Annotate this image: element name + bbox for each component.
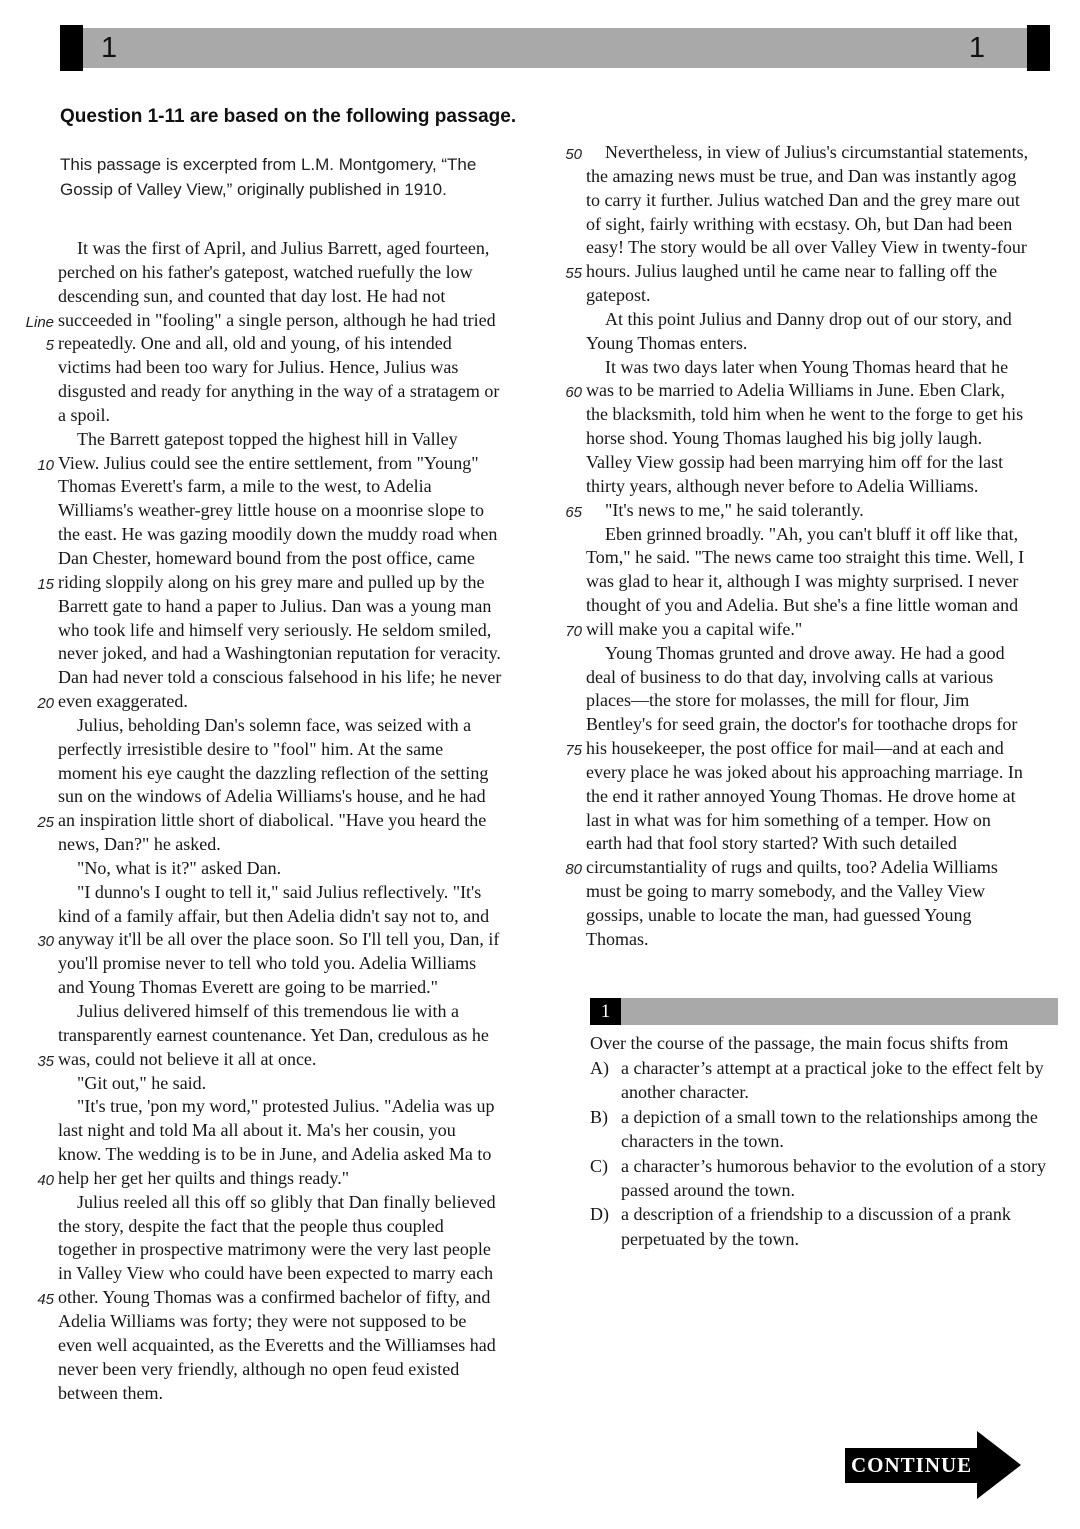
line-number: 70 <box>565 622 582 640</box>
passage-line <box>24 1119 560 1143</box>
line-number <box>24 1384 58 1408</box>
passage-line <box>24 1382 560 1406</box>
passage-line-text: kind of a family affair, but then Adelia didn't say not to, and <box>58 905 490 926</box>
line-number <box>24 430 58 454</box>
passage-line <box>556 379 1066 403</box>
section-header-bar <box>60 25 1050 71</box>
passage-line <box>24 1167 560 1191</box>
line-number <box>24 1097 58 1121</box>
passage-line-text: was, could not believe it all at once. <box>58 1048 317 1069</box>
passage-line-text: Adelia Williams was forty; they were not supposed to be <box>58 1310 467 1331</box>
passage-line <box>556 928 1066 952</box>
passage-text-right <box>556 141 1066 952</box>
passage-line-text: together in prospective matrimony were the very last people <box>58 1239 491 1260</box>
passage-line <box>556 332 1066 356</box>
passage-line <box>556 570 1066 594</box>
passage-line <box>24 619 560 643</box>
passage-line-text: and Young Thomas Everett are going to be married." <box>58 977 438 998</box>
line-number <box>556 405 586 429</box>
passage-directions-heading: Question 1-11 are based on the following passage. <box>60 106 517 127</box>
line-number <box>24 1026 58 1050</box>
passage-line <box>24 1095 560 1119</box>
passage-line <box>556 904 1066 928</box>
passage-text-left <box>24 237 560 1405</box>
passage-line-text: "I dunno's I ought to tell it," said Julius reflectively. "It's <box>77 881 482 902</box>
line-number <box>24 1240 58 1264</box>
question-number-header <box>590 998 1058 1025</box>
passage-line <box>24 356 560 380</box>
passage-line-text: It was the first of April, and Julius Barrett, aged fourteen, <box>77 238 490 258</box>
passage-line-text: his housekeeper, the post office for mail—and at each and <box>586 738 1004 759</box>
passage-line-text: Tom," he said. "The news came too straight this time. Well, I <box>586 547 1025 568</box>
line-number <box>24 525 58 549</box>
header-right-black-block <box>1027 25 1050 71</box>
passage-line-text: "It's true, 'pon my word," protested Julius. "Adelia was up <box>77 1096 495 1117</box>
header-left-black-block <box>60 25 83 71</box>
passage-line <box>24 762 560 786</box>
choice-text: a depiction of a small town to the relationships among the characters in the town. <box>621 1106 1038 1152</box>
question-header-gray-bar <box>621 998 1058 1025</box>
line-number <box>556 191 586 215</box>
passage-line <box>24 881 560 905</box>
passage-line <box>24 952 560 976</box>
passage-line-text: hours. Julius laughed until he came near to falling off the <box>586 261 998 282</box>
passage-line <box>556 165 1066 189</box>
passage-line <box>24 452 560 476</box>
line-number <box>24 644 58 668</box>
line-number <box>24 859 58 883</box>
passage-line <box>556 546 1066 570</box>
passage-line-text: Williams's weather-grey little house on a moonrise slope to <box>58 500 485 521</box>
passage-line-text: Barrett gate to hand a paper to Julius. Dan was a young man <box>58 595 492 616</box>
line-number: 35 <box>37 1052 54 1070</box>
passage-line <box>24 523 560 547</box>
passage-line-text: other. Young Thomas was a confirmed bachelor of fifty, and <box>58 1287 491 1308</box>
passage-line <box>24 738 560 762</box>
passage-line-text: the amazing news must be true, and Dan was instantly agog <box>586 165 1017 186</box>
line-number <box>556 286 586 310</box>
passage-line <box>556 785 1066 809</box>
line-number <box>24 1336 58 1360</box>
passage-line <box>24 595 560 619</box>
line-number <box>24 1264 58 1288</box>
passage-line <box>556 594 1066 618</box>
line-number: 45 <box>37 1291 54 1309</box>
passage-line-text: the story, despite the fact that the people thus coupled <box>58 1215 444 1236</box>
passage-attribution: This passage is excerpted from L.M. Montgomery, “The Gossip of Valley View,” originally published in 1910. <box>60 155 477 199</box>
line-number <box>556 596 586 620</box>
line-number <box>24 907 58 931</box>
passage-line-text: the end it rather annoyed Young Thomas. He drove home at <box>586 785 1016 806</box>
passage-line-text: even well acquainted, as the Everetts and the Williamses had <box>58 1334 496 1355</box>
passage-line <box>24 309 560 333</box>
line-number: 50 <box>565 146 582 163</box>
passage-line <box>24 690 560 714</box>
passage-line-text: Eben grinned broadly. "Ah, you can't bluff it off like that, <box>605 523 1019 544</box>
passage-line-text: perched on his father's gatepost, watched ruefully the low <box>58 261 473 282</box>
line-number <box>556 811 586 835</box>
line-number <box>24 740 58 764</box>
section-number-right: 1 <box>968 31 985 64</box>
line-number: 30 <box>37 933 54 951</box>
passage-line-text: Bentley's for seed grain, the doctor's for toothache drops for <box>586 714 1018 735</box>
line-number <box>556 715 586 739</box>
passage-line-text: Nevertheless, in view of Julius's circumstantial statements, <box>605 142 1029 162</box>
passage-line-text: an inspiration little short of diabolical. "Have you heard the <box>58 810 487 831</box>
passage-line-text: thought of you and Adelia. But she's a fine little woman and <box>586 595 1019 616</box>
passage-line-text: disgusted and ready for anything in the way of a stratagem or <box>58 381 500 402</box>
line-number <box>556 691 586 715</box>
passage-line <box>556 403 1066 427</box>
passage-line <box>556 713 1066 737</box>
line-number <box>24 978 58 1002</box>
continue-label: CONTINUE <box>845 1448 977 1483</box>
passage-line-text: transparently earnest countenance. Yet Dan, credulous as he <box>58 1024 489 1045</box>
section-number-left: 1 <box>101 31 118 64</box>
passage-line-text: Young Thomas grunted and drove away. He had a good <box>605 642 1005 663</box>
line-number <box>556 930 586 954</box>
line-number: 5 <box>45 337 54 355</box>
passage-line <box>556 689 1066 713</box>
passage-line-text: help her get her quilts and things ready." <box>58 1167 350 1188</box>
passage-line-text: At this point Julius and Danny drop out of our story, and <box>605 308 1012 329</box>
passage-left-column <box>24 106 560 1405</box>
passage-line-text: succeeded in "fooling" a single person, although he had tried <box>58 309 496 330</box>
line-number <box>24 1145 58 1169</box>
header-gray-bar <box>83 28 1027 68</box>
passage-line-text: "No, what is it?" asked Dan. <box>77 857 282 878</box>
passage-line-text: Valley View gossip had been marrying him off for the last <box>586 451 1004 472</box>
line-number <box>556 238 586 262</box>
passage-line-text: last in what was for him something of a temper. How on <box>586 809 991 830</box>
passage-line <box>24 1048 560 1072</box>
passage-line <box>24 499 560 523</box>
passage-line-text: Dan Chester, homeward bound from the post office, came <box>58 547 475 568</box>
passage-line <box>556 356 1066 380</box>
passage-line-text: of sight, fairly writhing with ecstasy. Oh, but Dan had been <box>586 213 1013 234</box>
passage-line-text: descending sun, and counted that day lost. He had not <box>58 285 446 306</box>
passage-line <box>24 1262 560 1286</box>
answer-choice-b[interactable] <box>590 1105 1058 1154</box>
line-number <box>556 644 586 668</box>
passage-line <box>24 1072 560 1096</box>
line-number: 20 <box>37 695 54 713</box>
passage-line <box>556 284 1066 308</box>
passage-line-text: earth had that fool story started? With such detailed <box>586 833 957 854</box>
passage-line-text: victims had been too wary for Julius. Hence, Julius was <box>58 357 459 378</box>
passage-line <box>556 809 1066 833</box>
passage-line <box>24 1238 560 1262</box>
passage-line <box>24 809 560 833</box>
passage-line-text: to carry it further. Julius watched Dan and the grey mare out <box>586 189 1020 210</box>
passage-line <box>24 332 560 356</box>
line-number <box>24 1121 58 1145</box>
line-number: 10 <box>37 456 54 474</box>
line-number <box>24 883 58 907</box>
passage-line <box>556 737 1066 761</box>
answer-choice-a[interactable] <box>590 1056 1058 1105</box>
passage-line <box>24 571 560 595</box>
passage-line-text: easy! The story would be all over Valley View in twenty-four <box>586 237 1027 258</box>
line-number <box>24 1217 58 1241</box>
line-number <box>24 263 58 287</box>
passage-line-text: even exaggerated. <box>58 691 188 712</box>
passage-line-text: gossips, unable to locate the man, had guessed Young <box>586 905 972 925</box>
line-number <box>24 621 58 645</box>
line-number <box>556 668 586 692</box>
choice-letter: D) <box>590 1204 609 1225</box>
choice-text: a character’s humorous behavior to the evolution of a story passed around the town. <box>621 1155 1047 1201</box>
passage-line <box>24 976 560 1000</box>
passage-line-text: Julius reeled all this off so glibly that Dan finally believed <box>77 1191 496 1212</box>
line-number: 60 <box>565 384 582 402</box>
passage-line-text: was to be married to Adelia Williams in June. Eben Clark, <box>586 380 1005 401</box>
passage-line <box>24 1000 560 1024</box>
line-number <box>556 906 586 930</box>
line-number <box>24 406 58 430</box>
line-number <box>556 763 586 787</box>
line-number <box>24 358 58 382</box>
passage-line-text: a spoil. <box>58 404 110 425</box>
passage-line <box>24 785 560 809</box>
passage-line-text: was glad to hear it, although I was mighty surprised. I never <box>586 571 1019 592</box>
passage-right-column <box>556 106 1066 952</box>
passage-line <box>556 427 1066 451</box>
passage-line <box>24 1310 560 1334</box>
passage-line <box>24 905 560 929</box>
line-number <box>556 167 586 191</box>
passage-line-text: repeatedly. One and all, old and young, of his intended <box>58 333 452 354</box>
line-number <box>24 954 58 978</box>
line-number <box>24 239 58 263</box>
passage-line-text: between them. <box>58 1382 163 1403</box>
passage-line-text: Thomas. <box>586 928 649 949</box>
passage-line <box>556 832 1066 856</box>
passage-line-text: Julius delivered himself of this tremendous lie with a <box>77 1001 459 1021</box>
passage-line-text: you'll promise never to tell who told you. Adelia Williams <box>58 953 477 974</box>
passage-line <box>24 285 560 309</box>
line-number <box>556 215 586 239</box>
choice-text: a description of a friendship to a discussion of a prank perpetuated by the town. <box>621 1204 1011 1249</box>
line-number <box>556 834 586 858</box>
passage-line-text: perfectly irresistible desire to "fool" him. At the same <box>58 738 444 759</box>
line-number <box>24 382 58 406</box>
passage-line-text: must be going to marry somebody, and the Valley View <box>586 881 986 902</box>
line-number <box>24 764 58 788</box>
passage-line-text: horse shod. Young Thomas laughed his big jolly laugh. <box>586 428 983 449</box>
passage-line <box>556 451 1066 475</box>
line-number <box>24 835 58 859</box>
question-1-block <box>590 998 1058 1251</box>
line-number <box>556 453 586 477</box>
line-number: 75 <box>565 742 582 760</box>
passage-line-text: news, Dan?" he asked. <box>58 834 221 855</box>
passage-line <box>24 833 560 857</box>
passage-line <box>556 761 1066 785</box>
passage-line-text: Thomas Everett's farm, a mile to the west, to Adelia <box>58 476 432 497</box>
choice-text: a character’s attempt at a practical joke to the effect felt by another character. <box>621 1058 1044 1103</box>
passage-line-text: in Valley View who could have been expected to marry each <box>58 1263 494 1284</box>
line-number <box>556 572 586 596</box>
passage-line <box>24 380 560 404</box>
line-number: 55 <box>565 265 582 283</box>
passage-line <box>556 856 1066 880</box>
line-number <box>24 1074 58 1098</box>
passage-line <box>556 666 1066 690</box>
line-number <box>556 358 586 382</box>
passage-line <box>556 475 1066 499</box>
passage-line <box>24 1334 560 1358</box>
answer-choice-d[interactable] <box>590 1202 1058 1251</box>
line-number: 65 <box>565 503 582 521</box>
passage-line-text: sun on the windows of Adelia Williams's house, and he had <box>58 786 486 807</box>
passage-line-text: Julius, beholding Dan's solemn face, was seized with a <box>77 714 472 735</box>
passage-line-text: last night and told Ma all about it. Ma's her cousin, you <box>58 1120 456 1141</box>
passage-line <box>24 1191 560 1215</box>
passage-line <box>24 928 560 952</box>
passage-line-text: gatepost. <box>586 285 651 306</box>
passage-line-text: the east. He was gazing moodily down the muddy road when <box>58 524 498 545</box>
passage-line <box>556 308 1066 332</box>
passage-line-text: never been very friendly, although no open feud existed <box>58 1358 460 1379</box>
line-number <box>24 668 58 692</box>
line-number <box>24 549 58 573</box>
line-number <box>556 477 586 501</box>
line-number <box>556 429 586 453</box>
line-number: 40 <box>37 1171 54 1189</box>
passage-line-text: "Git out," he said. <box>77 1072 207 1093</box>
passage-line-text: the blacksmith, told him when he went to the forge to get his <box>586 404 1024 425</box>
passage-line <box>556 213 1066 237</box>
passage-line-text: thirty years, although never before to Adelia Williams. <box>586 475 979 496</box>
passage-line-text: "It's news to me," he said tolerantly. <box>605 499 864 520</box>
passage-line-text: will make you a capital wife." <box>586 618 803 639</box>
line-number <box>24 1002 58 1026</box>
passage-line <box>556 523 1066 547</box>
answer-choice-c[interactable] <box>590 1154 1058 1203</box>
passage-line <box>556 141 1066 165</box>
line-number <box>24 501 58 525</box>
passage-line <box>24 1286 560 1310</box>
line-number <box>556 334 586 358</box>
choice-letter: A) <box>590 1058 609 1078</box>
passage-line <box>24 547 560 571</box>
passage-line <box>556 880 1066 904</box>
continue-arrow-icon <box>977 1431 1021 1499</box>
line-number: 25 <box>37 814 54 832</box>
line-number <box>24 477 58 501</box>
passage-line-text: circumstantiality of rugs and quilts, too? Adelia Williams <box>586 857 998 878</box>
line-number <box>24 1360 58 1384</box>
passage-line <box>24 1215 560 1239</box>
choice-letter: B) <box>590 1106 608 1127</box>
passage-line <box>24 475 560 499</box>
line-number <box>24 716 58 740</box>
passage-line <box>24 666 560 690</box>
choice-letter: C) <box>590 1155 608 1176</box>
passage-line <box>24 237 560 261</box>
answer-choices <box>590 1056 1058 1251</box>
line-number <box>24 1193 58 1217</box>
passage-line <box>24 642 560 666</box>
passage-line <box>556 236 1066 260</box>
continue-button[interactable] <box>845 1431 1021 1499</box>
line-number: Line <box>25 313 54 331</box>
passage-line-text: deal of business to do that day, involving calls at various <box>586 666 994 687</box>
passage-line <box>24 261 560 285</box>
passage-line <box>24 1143 560 1167</box>
question-stem: Over the course of the passage, the main focus shifts from <box>590 1033 1009 1053</box>
passage-line-text: Dan had never told a conscious falsehood in his life; he never <box>58 667 502 688</box>
line-number <box>556 548 586 572</box>
line-number <box>24 1312 58 1336</box>
line-number <box>24 787 58 811</box>
passage-line-text: The Barrett gatepost topped the highest hill in Valley <box>77 428 458 449</box>
passage-line <box>24 404 560 428</box>
passage-line <box>24 714 560 738</box>
passage-line <box>556 260 1066 284</box>
line-number <box>24 597 58 621</box>
passage-line-text: anyway it'll be all over the place soon. So I'll tell you, Dan, if <box>58 929 500 950</box>
passage-line <box>24 428 560 452</box>
passage-line <box>24 857 560 881</box>
line-number <box>556 525 586 549</box>
line-number: 80 <box>565 861 582 879</box>
passage-line <box>556 189 1066 213</box>
line-number <box>556 310 586 334</box>
question-number-badge: 1 <box>590 998 621 1025</box>
passage-line <box>556 499 1066 523</box>
passage-line-text: know. The wedding is to be in June, and Adelia asked Ma to <box>58 1144 492 1165</box>
passage-line-text: never joked, and had a Washingtonian reputation for veracity. <box>58 643 501 664</box>
passage-line <box>556 618 1066 642</box>
passage-line-text: riding sloppily along on his grey mare and pulled up by the <box>58 571 485 592</box>
line-number <box>24 287 58 311</box>
passage-line-text: moment his eye caught the dazzling reflection of the setting <box>58 762 489 783</box>
line-number: 15 <box>37 575 54 593</box>
passage-line-text: Young Thomas enters. <box>586 332 748 353</box>
passage-line <box>556 642 1066 666</box>
passage-line-text: who took life and himself very seriously. He seldom smiled, <box>58 619 492 640</box>
passage-line <box>24 1024 560 1048</box>
line-number <box>556 787 586 811</box>
passage-line-text: places—the store for molasses, the mill for flour, Jim <box>586 690 970 711</box>
passage-line <box>24 1358 560 1382</box>
passage-line-text: every place he was joked about his approaching marriage. In <box>586 761 1023 782</box>
passage-line-text: It was two days later when Young Thomas heard that he <box>605 356 1009 377</box>
passage-line-text: View. Julius could see the entire settlement, from "Young" <box>58 452 479 473</box>
line-number <box>556 882 586 906</box>
